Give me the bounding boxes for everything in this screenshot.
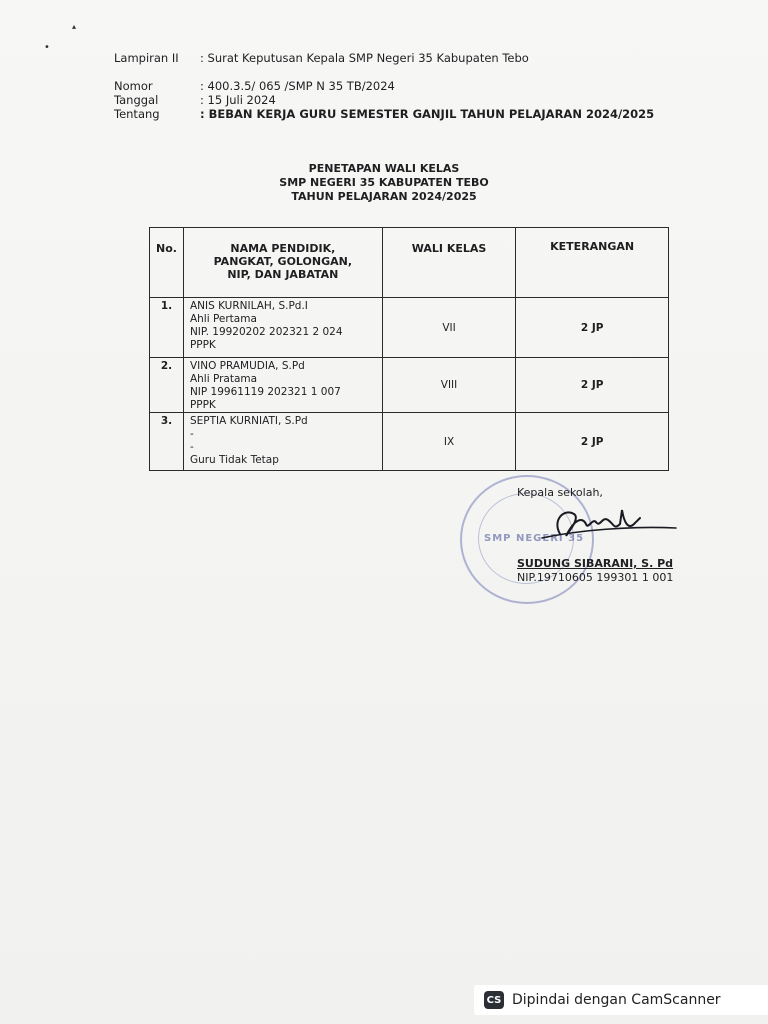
header-no: No.: [150, 228, 184, 298]
row-keterangan: 2 JP: [516, 358, 669, 413]
tanggal-value: : 15 Juli 2024: [200, 93, 276, 107]
scan-speck: •: [44, 42, 50, 53]
signature-role: Kepala sekolah,: [517, 486, 603, 499]
signatory-nip: NIP.19710605 199301 1 001: [517, 571, 674, 584]
row-pangkat-line: Ahli Pertama: [189, 313, 257, 325]
table-header-row: [150, 228, 669, 298]
tanggal-label: Tanggal: [114, 93, 159, 107]
row-nama-line: ANIS KURNILAH, S.Pd.I: [189, 300, 308, 312]
lampiran-value: : Surat Keputusan Kepala SMP Negeri 35 Kabupaten Tebo: [200, 51, 529, 65]
header-nama-line-2: PANGKAT, GOLONGAN,: [213, 255, 353, 268]
wali-kelas-table: [149, 227, 669, 471]
tentang-label: Tentang: [114, 107, 160, 121]
row-no: 2.: [150, 358, 184, 413]
scan-speck: ▴: [72, 22, 77, 31]
row-nama: [183, 413, 382, 471]
row-no: 1.: [150, 298, 184, 358]
title-line-3: TAHUN PELAJARAN 2024/2025: [291, 190, 477, 203]
header-nama: [183, 228, 382, 298]
camscanner-icon: CS: [484, 991, 504, 1009]
nomor-label: Nomor: [114, 79, 153, 93]
row-jabatan-line: Guru Tidak Tetap: [189, 454, 279, 466]
header-wali-kelas: WALI KELAS: [382, 228, 516, 298]
table-row: [150, 298, 669, 358]
row-nip-line: NIP. 19920202 202321 2 024: [189, 326, 343, 338]
row-pangkat-line: Ahli Pratama: [189, 373, 258, 385]
title-line-2: SMP NEGERI 35 KABUPATEN TEBO: [279, 176, 489, 189]
lampiran-label: Lampiran II: [114, 51, 179, 65]
row-nip-line: -: [189, 441, 194, 453]
official-stamp-text: SMP NEGERI 35: [484, 533, 585, 544]
row-no: 3.: [150, 413, 184, 471]
row-pangkat-line: -: [189, 428, 194, 440]
row-nama: [183, 358, 382, 413]
row-jabatan-line: PPPK: [189, 339, 216, 351]
header-keterangan: KETERANGAN: [516, 228, 669, 298]
row-nama: [183, 298, 382, 358]
row-nama-line: SEPTIA KURNIATI, S.Pd: [189, 415, 308, 427]
row-jabatan-line: PPPK: [189, 399, 216, 411]
camscanner-badge: [474, 985, 768, 1015]
header-nama-line-1: NAMA PENDIDIK,: [230, 242, 336, 255]
row-keterangan: 2 JP: [516, 413, 669, 471]
signature-block: [517, 486, 603, 499]
row-keterangan: 2 JP: [516, 298, 669, 358]
handwritten-signature: [530, 500, 680, 550]
row-nip-line: NIP 19961119 202321 1 007: [189, 386, 341, 398]
row-nama-line: VINO PRAMUDIA, S.Pd: [189, 360, 305, 372]
table-row: [150, 358, 669, 413]
title-line-1: PENETAPAN WALI KELAS: [308, 162, 460, 175]
tentang-value: : BEBAN KERJA GURU SEMESTER GANJIL TAHUN PELAJARAN 2024/2025: [200, 107, 655, 121]
row-wali-kelas: IX: [382, 413, 516, 471]
signatory-name: SUDUNG SIBARANI, S. Pd: [517, 557, 674, 570]
header-nama-line-3: NIP, DAN JABATAN: [227, 268, 339, 281]
nomor-value: : 400.3.5/ 065 /SMP N 35 TB/2024: [200, 79, 395, 93]
camscanner-label: Dipindai dengan CamScanner: [512, 992, 721, 1008]
row-wali-kelas: VII: [382, 298, 516, 358]
row-wali-kelas: VIII: [382, 358, 516, 413]
table-row: [150, 413, 669, 471]
